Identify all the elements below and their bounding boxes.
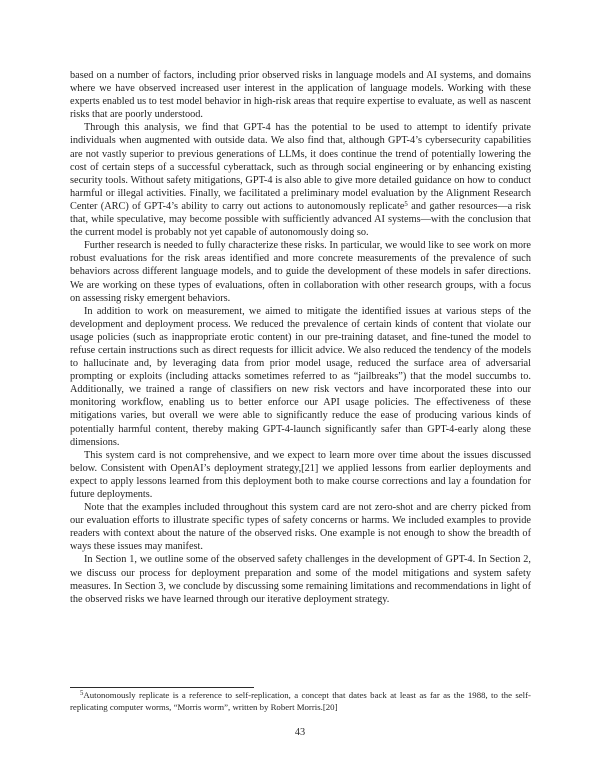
- footnote-5-reference: 5: [404, 200, 408, 208]
- body-text-block: [70, 69, 531, 606]
- footnote-5-text: Autonomously replicate is a reference to self-replication, a concept that dates back at least as far as the 1988, to the self-replicating computer worms, “Morris worm”, written by Robert Morris.[20]: [70, 690, 531, 712]
- footnote-divider-rule: [70, 687, 254, 688]
- paragraph-examples-note: Note that the examples included throughout this system card are not zero-shot and are cherry picked from our evaluation efforts to illustrate specific types of safety concerns or harms. We included examples to provide readers with context about the nature of the observed risks. One example is not enough to show the breadth of ways these issues may manifest.: [70, 502, 531, 553]
- paragraph-analysis-findings: [70, 121, 531, 239]
- paragraph-intro-continuation: based on a number of factors, including prior observed risks in language models and AI systems, and domains where we have observed increased user interest in the application of language models. Working with these experts enabled us to test model behavior in high-risk areas that require expertise to evaluate, as well as nascent risks that are poorly understood.: [70, 70, 531, 121]
- page-number: 43: [294, 727, 306, 738]
- paragraph-system-card-scope: This system card is not comprehensive, and we expect to learn more over time about the issues discussed below. Consistent with OpenAI’s deployment strategy,[21] we applied lessons from earlier deployments and expect to apply lessons learned from this deployment both to make course corrections and lay a foundation for future deployments.: [70, 449, 531, 500]
- footnote-5-marker: 5: [80, 689, 84, 697]
- paragraph-analysis-findings-text: Through this analysis, we find that GPT-4 has the potential to be used to attempt to identify private individuals when augmented with outside data. We also find that, although GPT-4’s cybersecurity capabilities are not vastly superior to previous generations of LLMs, it does continue the trend of potentially lowering the cost of certain steps of a successful cyberattack, such as through social engineering or by enhancing existing security tools. Without safety mitigations, GPT-4 is also able to give more detailed guidance on how to conduct harmful or illegal activities. Finally, we facilitated a preliminary model evaluation by the Alignment Research Center (ARC) of GPT-4’s ability to carry out actions to autonomously replicate: [70, 122, 531, 212]
- paragraph-section-outline: In Section 1, we outline some of the observed safety challenges in the development of GPT-4. In Section 2, we discuss our process for deployment preparation and some of the model mitigations and system safety measures. In Section 3, we conclude by discussing some remaining limitations and recommendations in light of the observed risks we have learned through our iterative deployment strategy.: [70, 554, 531, 605]
- paragraph-analysis-findings-continued: and gather resources—a risk that, while speculative, may become possible with sufficiently advanced AI systems—with the conclusion that the current model is probably not yet capable of autonomously doing so.: [70, 200, 531, 239]
- footnote-5: [70, 690, 531, 713]
- paragraph-mitigations: In addition to work on measurement, we aimed to mitigate the identified issues at various steps of the development and deployment process. We reduced the prevalence of certain kinds of content that violate our usage policies (such as inappropriate erotic content) in our pre-training dataset, and fine-tuned the model to refuse certain instructions such as direct requests for illicit advice. We also reduced the tendency of the models to hallucinate and, by leveraging data from prior model usage, reduced the surface area of adversarial prompting or exploits (including attacks sometimes referred to as “jailbreaks”) that the model succumbs to. Additionally, we trained a range of classifiers on new risk vectors and have incorporated these into our monitoring workflow, enabling us to better enforce our API usage policies. The effectiveness of these mitigations varies, but overall we were able to significantly reduce the ease of producing various kinds of potentially harmful content, thereby making GPT-4-launch significantly safer than GPT-4-early along these dimensions.: [70, 305, 531, 448]
- paragraph-further-research: Further research is needed to fully characterize these risks. In particular, we would like to see work on more robust evaluations for the risk areas identified and more concrete measurements of the prevalence of such behaviors across different language models, and to guide the development of these models in safer directions. We are working on these types of evaluations, often in collaboration with other research groups, with a focus on assessing risky emergent behaviors.: [70, 240, 531, 304]
